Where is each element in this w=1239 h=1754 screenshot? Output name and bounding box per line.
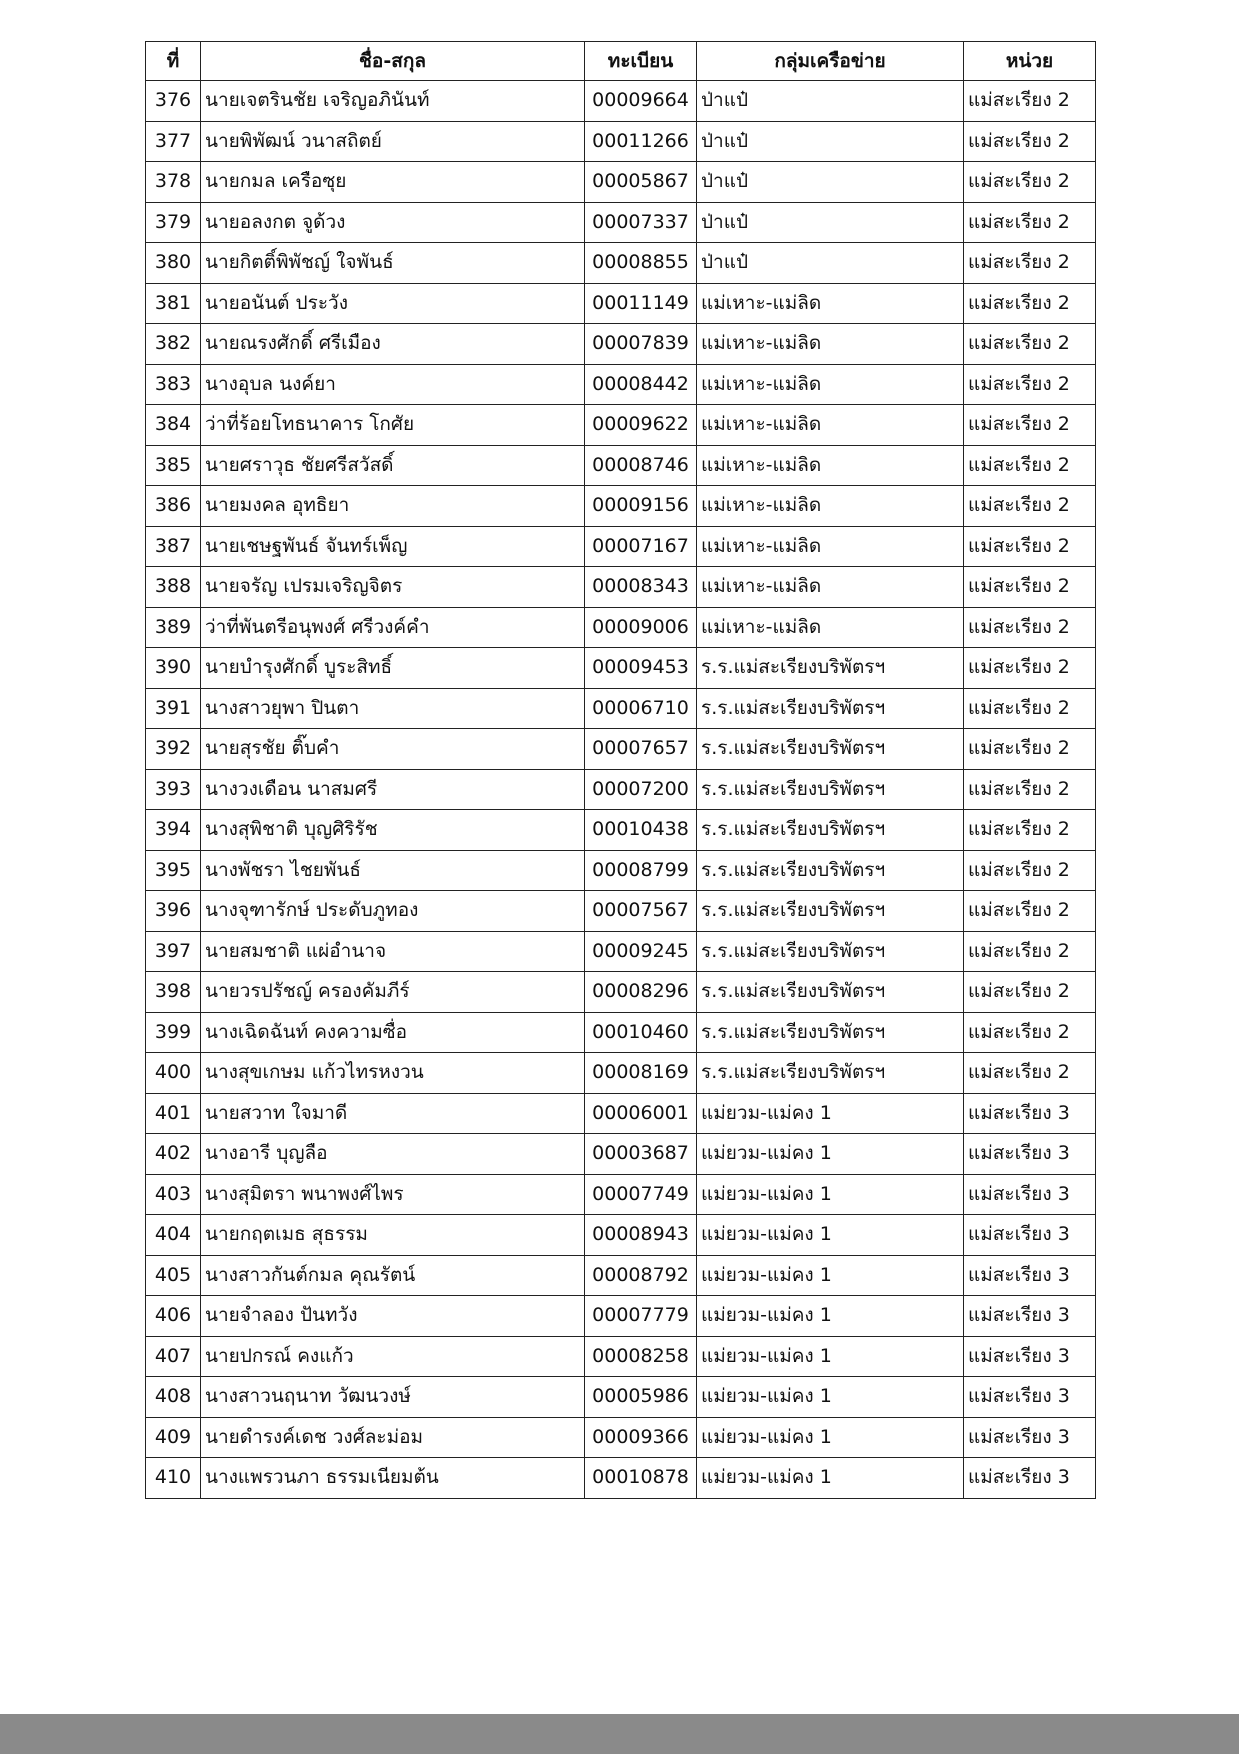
row-unit: แม่สะเรียง 2 <box>964 729 1096 770</box>
row-registration: 00008792 <box>585 1255 697 1296</box>
row-unit: แม่สะเรียง 3 <box>964 1336 1096 1377</box>
row-unit: แม่สะเรียง 2 <box>964 405 1096 446</box>
row-registration: 00008442 <box>585 364 697 405</box>
row-registration: 00008258 <box>585 1336 697 1377</box>
row-unit: แม่สะเรียง 3 <box>964 1134 1096 1175</box>
row-name: นายกิตติ์พิพัชญ์ ใจพันธ์ <box>201 243 585 284</box>
row-registration: 00009622 <box>585 405 697 446</box>
row-name: นางสาวนฤนาท วัฒนวงษ์ <box>201 1377 585 1418</box>
row-unit: แม่สะเรียง 2 <box>964 121 1096 162</box>
header-unit: หน่วย <box>964 42 1096 81</box>
row-unit: แม่สะเรียง 3 <box>964 1215 1096 1256</box>
row-name: นายเชษฐพันธ์ จันทร์เพ็ญ <box>201 526 585 567</box>
row-network-group: ร.ร.แม่สะเรียงบริพัตรฯ <box>697 1012 964 1053</box>
table-row <box>146 810 1096 851</box>
row-network-group: แม่ยวม-แม่คง 1 <box>697 1174 964 1215</box>
row-network-group: แม่เหาะ-แม่ลิด <box>697 486 964 527</box>
table-row <box>146 972 1096 1013</box>
table-row <box>146 324 1096 365</box>
header-network-group: กลุ่มเครือข่าย <box>697 42 964 81</box>
row-unit: แม่สะเรียง 2 <box>964 283 1096 324</box>
row-network-group: ร.ร.แม่สะเรียงบริพัตรฯ <box>697 648 964 689</box>
row-name: นางพัชรา ไชยพันธ์ <box>201 850 585 891</box>
row-network-group: ป่าแป๋ <box>697 202 964 243</box>
row-unit: แม่สะเรียง 2 <box>964 81 1096 122</box>
row-name: นายบำรุงศักดิ์ บูระสิทธิ์ <box>201 648 585 689</box>
row-registration: 00010878 <box>585 1458 697 1499</box>
row-registration: 00008169 <box>585 1053 697 1094</box>
row-name: นางแพรวนภา ธรรมเนียมต้น <box>201 1458 585 1499</box>
row-registration: 00005867 <box>585 162 697 203</box>
row-number: 387 <box>146 526 201 567</box>
table-row <box>146 283 1096 324</box>
row-network-group: ร.ร.แม่สะเรียงบริพัตรฯ <box>697 688 964 729</box>
row-network-group: ป่าแป๋ <box>697 162 964 203</box>
row-unit: แม่สะเรียง 3 <box>964 1174 1096 1215</box>
row-number: 399 <box>146 1012 201 1053</box>
row-registration: 00008296 <box>585 972 697 1013</box>
row-number: 402 <box>146 1134 201 1175</box>
row-unit: แม่สะเรียง 2 <box>964 162 1096 203</box>
row-network-group: แม่เหาะ-แม่ลิด <box>697 526 964 567</box>
row-unit: แม่สะเรียง 2 <box>964 243 1096 284</box>
row-registration: 00007839 <box>585 324 697 365</box>
row-number: 397 <box>146 931 201 972</box>
row-name: นายอนันต์ ประวัง <box>201 283 585 324</box>
row-network-group: แม่เหาะ-แม่ลิด <box>697 283 964 324</box>
row-registration: 00007779 <box>585 1296 697 1337</box>
table-row <box>146 121 1096 162</box>
table-row <box>146 931 1096 972</box>
row-network-group: ร.ร.แม่สะเรียงบริพัตรฯ <box>697 891 964 932</box>
row-name: นายอลงกต จูด้วง <box>201 202 585 243</box>
row-registration: 00009366 <box>585 1417 697 1458</box>
row-unit: แม่สะเรียง 2 <box>964 1053 1096 1094</box>
row-number: 410 <box>146 1458 201 1499</box>
row-number: 409 <box>146 1417 201 1458</box>
table-row <box>146 1296 1096 1337</box>
row-registration: 00007167 <box>585 526 697 567</box>
row-network-group: แม่ยวม-แม่คง 1 <box>697 1336 964 1377</box>
row-network-group: ป่าแป๋ <box>697 81 964 122</box>
table-row <box>146 162 1096 203</box>
row-registration: 00007337 <box>585 202 697 243</box>
table-row <box>146 850 1096 891</box>
row-unit: แม่สะเรียง 3 <box>964 1417 1096 1458</box>
row-number: 380 <box>146 243 201 284</box>
table-row <box>146 1417 1096 1458</box>
row-registration: 00006710 <box>585 688 697 729</box>
table-row <box>146 243 1096 284</box>
row-registration: 00007200 <box>585 769 697 810</box>
row-name: นายมงคล อุทธิยา <box>201 486 585 527</box>
row-name: นางสุขเกษม แก้วไทรหงวน <box>201 1053 585 1094</box>
row-number: 392 <box>146 729 201 770</box>
row-name: นางวงเดือน นาสมศรี <box>201 769 585 810</box>
row-number: 389 <box>146 607 201 648</box>
row-registration: 00009156 <box>585 486 697 527</box>
row-network-group: แม่ยวม-แม่คง 1 <box>697 1093 964 1134</box>
row-unit: แม่สะเรียง 3 <box>964 1296 1096 1337</box>
row-network-group: ร.ร.แม่สะเรียงบริพัตรฯ <box>697 810 964 851</box>
row-unit: แม่สะเรียง 2 <box>964 972 1096 1013</box>
row-number: 388 <box>146 567 201 608</box>
row-number: 379 <box>146 202 201 243</box>
row-registration: 00010438 <box>585 810 697 851</box>
row-name: นางสุพิชาติ บุญศิริรัช <box>201 810 585 851</box>
row-registration: 00010460 <box>585 1012 697 1053</box>
row-name: นายกฤตเมธ สุธรรม <box>201 1215 585 1256</box>
row-unit: แม่สะเรียง 2 <box>964 688 1096 729</box>
table-row <box>146 607 1096 648</box>
row-registration: 00008855 <box>585 243 697 284</box>
row-name: นายเจตรินชัย เจริญอภินันท์ <box>201 81 585 122</box>
row-name: นายสมชาติ แผ่อำนาจ <box>201 931 585 972</box>
row-number: 384 <box>146 405 201 446</box>
row-number: 394 <box>146 810 201 851</box>
row-network-group: ป่าแป๋ <box>697 243 964 284</box>
row-registration: 00006001 <box>585 1093 697 1134</box>
row-number: 385 <box>146 445 201 486</box>
row-unit: แม่สะเรียง 2 <box>964 810 1096 851</box>
row-registration: 00009006 <box>585 607 697 648</box>
row-name: ว่าที่ร้อยโทธนาคาร โกศัย <box>201 405 585 446</box>
row-name: นางจุฑารักษ์ ประดับภูทอง <box>201 891 585 932</box>
row-name: นายสวาท ใจมาดี <box>201 1093 585 1134</box>
row-network-group: แม่ยวม-แม่คง 1 <box>697 1134 964 1175</box>
row-name: นางเฉิดฉันท์ คงความซื่อ <box>201 1012 585 1053</box>
row-network-group: ร.ร.แม่สะเรียงบริพัตรฯ <box>697 972 964 1013</box>
table-row <box>146 891 1096 932</box>
row-name: นายจรัญ เปรมเจริญจิตร <box>201 567 585 608</box>
row-number: 383 <box>146 364 201 405</box>
row-number: 400 <box>146 1053 201 1094</box>
row-unit: แม่สะเรียง 2 <box>964 567 1096 608</box>
row-registration: 00008943 <box>585 1215 697 1256</box>
row-unit: แม่สะเรียง 2 <box>964 891 1096 932</box>
table-row <box>146 1336 1096 1377</box>
row-unit: แม่สะเรียง 3 <box>964 1377 1096 1418</box>
table-row <box>146 1215 1096 1256</box>
row-number: 393 <box>146 769 201 810</box>
row-registration: 00007657 <box>585 729 697 770</box>
roster-table <box>145 41 1096 1499</box>
header-row <box>146 42 1096 81</box>
row-unit: แม่สะเรียง 2 <box>964 850 1096 891</box>
row-registration: 00008746 <box>585 445 697 486</box>
row-network-group: แม่ยวม-แม่คง 1 <box>697 1458 964 1499</box>
row-name: นายวรปรัชญ์ ครองคัมภีร์ <box>201 972 585 1013</box>
table-row <box>146 769 1096 810</box>
row-unit: แม่สะเรียง 2 <box>964 648 1096 689</box>
row-network-group: ร.ร.แม่สะเรียงบริพัตรฯ <box>697 1053 964 1094</box>
row-registration: 00008799 <box>585 850 697 891</box>
roster-body <box>146 81 1096 1499</box>
table-row <box>146 1255 1096 1296</box>
row-name: นางอุบล นงค์ยา <box>201 364 585 405</box>
row-number: 406 <box>146 1296 201 1337</box>
row-number: 405 <box>146 1255 201 1296</box>
row-number: 382 <box>146 324 201 365</box>
row-name: นายจำลอง ปันทวัง <box>201 1296 585 1337</box>
row-registration: 00005986 <box>585 1377 697 1418</box>
row-registration: 00009664 <box>585 81 697 122</box>
row-name: นายณรงศักดิ์ ศรีเมือง <box>201 324 585 365</box>
row-unit: แม่สะเรียง 3 <box>964 1093 1096 1134</box>
table-row <box>146 486 1096 527</box>
row-network-group: ร.ร.แม่สะเรียงบริพัตรฯ <box>697 931 964 972</box>
row-number: 386 <box>146 486 201 527</box>
row-network-group: แม่ยวม-แม่คง 1 <box>697 1377 964 1418</box>
row-unit: แม่สะเรียง 2 <box>964 1012 1096 1053</box>
table-row <box>146 445 1096 486</box>
row-registration: 00011149 <box>585 283 697 324</box>
row-number: 376 <box>146 81 201 122</box>
row-network-group: ป่าแป๋ <box>697 121 964 162</box>
table-row <box>146 1053 1096 1094</box>
row-name: ว่าที่พันตรีอนุพงศ์ ศรีวงค์คำ <box>201 607 585 648</box>
scan-bottom-strip <box>0 1714 1239 1754</box>
row-unit: แม่สะเรียง 3 <box>964 1458 1096 1499</box>
row-number: 381 <box>146 283 201 324</box>
row-registration: 00007567 <box>585 891 697 932</box>
row-registration: 00007749 <box>585 1174 697 1215</box>
row-number: 391 <box>146 688 201 729</box>
row-number: 377 <box>146 121 201 162</box>
row-unit: แม่สะเรียง 2 <box>964 324 1096 365</box>
row-name: นายสุรชัย ติ๊บคำ <box>201 729 585 770</box>
row-network-group: แม่ยวม-แม่คง 1 <box>697 1417 964 1458</box>
header-no: ที่ <box>146 42 201 81</box>
row-unit: แม่สะเรียง 3 <box>964 1255 1096 1296</box>
table-row <box>146 1093 1096 1134</box>
row-name: นางสาวกันต์กมล คุณรัตน์ <box>201 1255 585 1296</box>
row-name: นายกมล เครือซุย <box>201 162 585 203</box>
row-network-group: ร.ร.แม่สะเรียงบริพัตรฯ <box>697 850 964 891</box>
row-network-group: ร.ร.แม่สะเรียงบริพัตรฯ <box>697 729 964 770</box>
table-row <box>146 1012 1096 1053</box>
row-network-group: แม่เหาะ-แม่ลิด <box>697 405 964 446</box>
row-number: 390 <box>146 648 201 689</box>
row-network-group: ร.ร.แม่สะเรียงบริพัตรฯ <box>697 769 964 810</box>
header-registration: ทะเบียน <box>585 42 697 81</box>
table-row <box>146 1377 1096 1418</box>
row-number: 396 <box>146 891 201 932</box>
row-name: นายปกรณ์ คงแก้ว <box>201 1336 585 1377</box>
row-number: 408 <box>146 1377 201 1418</box>
row-number: 395 <box>146 850 201 891</box>
row-network-group: แม่เหาะ-แม่ลิด <box>697 607 964 648</box>
table-row <box>146 405 1096 446</box>
row-number: 407 <box>146 1336 201 1377</box>
row-network-group: แม่เหาะ-แม่ลิด <box>697 324 964 365</box>
table-row <box>146 202 1096 243</box>
row-number: 403 <box>146 1174 201 1215</box>
row-network-group: แม่ยวม-แม่คง 1 <box>697 1296 964 1337</box>
row-unit: แม่สะเรียง 2 <box>964 607 1096 648</box>
table-row <box>146 1174 1096 1215</box>
table-row <box>146 81 1096 122</box>
row-number: 378 <box>146 162 201 203</box>
row-registration: 00003687 <box>585 1134 697 1175</box>
row-number: 398 <box>146 972 201 1013</box>
row-network-group: แม่เหาะ-แม่ลิด <box>697 445 964 486</box>
table-row <box>146 648 1096 689</box>
table-row <box>146 729 1096 770</box>
row-unit: แม่สะเรียง 2 <box>964 445 1096 486</box>
row-name: นายพิพัฒน์ วนาสถิตย์ <box>201 121 585 162</box>
row-name: นางอารี บุญลือ <box>201 1134 585 1175</box>
row-registration: 00008343 <box>585 567 697 608</box>
table-row <box>146 688 1096 729</box>
row-registration: 00011266 <box>585 121 697 162</box>
table-row <box>146 567 1096 608</box>
row-name: นางสุมิตรา พนาพงศ์ไพร <box>201 1174 585 1215</box>
row-unit: แม่สะเรียง 2 <box>964 364 1096 405</box>
row-unit: แม่สะเรียง 2 <box>964 202 1096 243</box>
row-unit: แม่สะเรียง 2 <box>964 931 1096 972</box>
row-number: 404 <box>146 1215 201 1256</box>
row-network-group: แม่ยวม-แม่คง 1 <box>697 1215 964 1256</box>
row-name: นายดำรงค์เดช วงศ์ละม่อม <box>201 1417 585 1458</box>
row-unit: แม่สะเรียง 2 <box>964 526 1096 567</box>
row-network-group: แม่ยวม-แม่คง 1 <box>697 1255 964 1296</box>
row-name: นางสาวยุพา ปินตา <box>201 688 585 729</box>
header-name: ชื่อ-สกุล <box>201 42 585 81</box>
row-registration: 00009245 <box>585 931 697 972</box>
table-row <box>146 364 1096 405</box>
table-row <box>146 1134 1096 1175</box>
table-row <box>146 1458 1096 1499</box>
row-network-group: แม่เหาะ-แม่ลิด <box>697 567 964 608</box>
row-network-group: แม่เหาะ-แม่ลิด <box>697 364 964 405</box>
row-number: 401 <box>146 1093 201 1134</box>
row-unit: แม่สะเรียง 2 <box>964 769 1096 810</box>
row-name: นายศราวุธ ชัยศรีสวัสดิ์ <box>201 445 585 486</box>
row-registration: 00009453 <box>585 648 697 689</box>
table-row <box>146 526 1096 567</box>
row-unit: แม่สะเรียง 2 <box>964 486 1096 527</box>
